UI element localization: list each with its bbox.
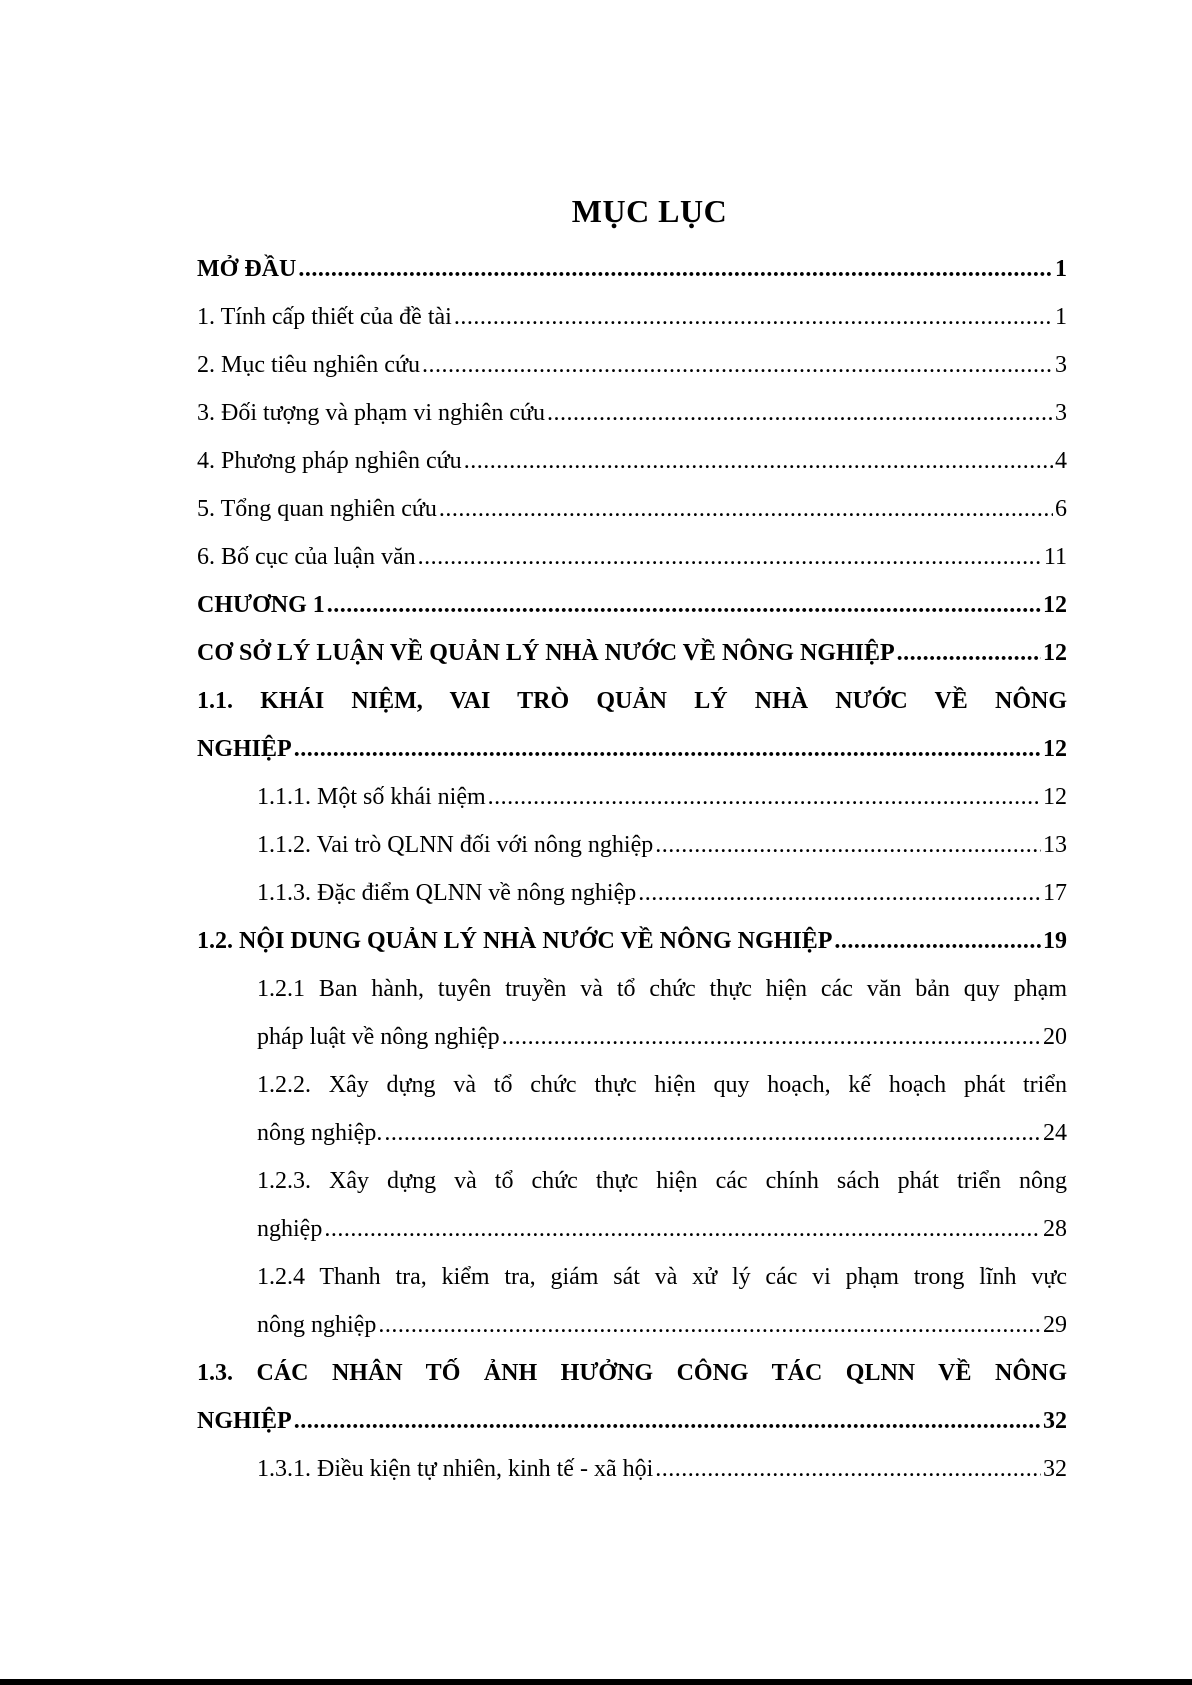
toc-entry-label: 2. Mục tiêu nghiên cứu [197,352,420,378]
toc-page-number: 6 [1055,496,1067,522]
toc-entry-first-line: 1.3. CÁC NHÂN TỐ ẢNH HƯỞNG CÔNG TÁC QLNN VỀ NÔNG [197,1360,1067,1386]
toc-page-number: 12 [1043,736,1067,762]
toc-entry-label: 1.2. NỘI DUNG QUẢN LÝ NHÀ NƯỚC VỀ NÔNG NGHIỆP [197,928,833,954]
toc-dot-leader [294,725,1041,773]
toc-entry-label: 3. Đối tượng và phạm vi nghiên cứu [197,400,545,426]
toc-entry [197,1157,1067,1253]
toc-dot-leader [547,389,1053,437]
toc-page-number: 12 [1043,784,1067,810]
toc-entry [197,437,1067,485]
toc-entry [197,581,1067,629]
toc-dot-leader [378,1301,1041,1349]
toc-entry-continuation [197,1109,1067,1157]
toc-entry [197,917,1067,965]
toc-entry [197,341,1067,389]
toc-dot-leader [418,533,1042,581]
toc-dot-leader [464,437,1053,485]
toc-dot-leader [294,1397,1041,1445]
toc-dot-leader [298,245,1053,293]
toc-entry [197,389,1067,437]
toc-entry-label: nghiệp [257,1216,323,1242]
toc-page-number: 1 [1055,256,1067,282]
toc-dot-leader [384,1109,1041,1157]
toc-entry [197,293,1067,341]
toc-entry-label: pháp luật về nông nghiệp [257,1024,500,1050]
toc-title: MỤC LỤC [571,193,728,229]
toc-dot-leader [422,341,1053,389]
toc-entry [197,869,1067,917]
toc-page-number: 3 [1055,352,1067,378]
table-of-contents [197,245,1067,1493]
toc-entry-continuation [197,1301,1067,1349]
toc-entry [197,245,1067,293]
toc-entry [197,1349,1067,1445]
toc-entry-label: 6. Bố cục của luận văn [197,544,416,570]
toc-page-number: 32 [1043,1456,1067,1482]
toc-page-number: 1 [1055,304,1067,330]
toc-entry-first-line: 1.2.3. Xây dựng và tổ chức thực hiện các chính sách phát triển nông [257,1168,1067,1194]
toc-entry [197,1061,1067,1157]
toc-dot-leader [439,485,1053,533]
toc-entry [197,485,1067,533]
toc-entry-first-line: 1.1. KHÁI NIỆM, VAI TRÒ QUẢN LÝ NHÀ NƯỚC VỀ NÔNG [197,688,1067,714]
toc-entry-label: MỞ ĐẦU [197,256,297,282]
toc-entry-first-line: 1.2.1 Ban hành, tuyên truyền và tổ chức thực hiện các văn bản quy phạm [257,976,1067,1002]
toc-dot-leader [655,1445,1041,1493]
toc-dot-leader [834,917,1041,965]
toc-entry [197,629,1067,677]
toc-entry-label: 1.1.1. Một số khái niệm [257,784,486,810]
toc-entry-label: NGHIỆP [197,736,292,762]
toc-page-number: 11 [1043,544,1067,570]
toc-dot-leader [488,773,1041,821]
toc-page-number: 28 [1043,1216,1067,1242]
toc-dot-leader [502,1013,1041,1061]
toc-page-number: 12 [1043,592,1067,618]
toc-entry-label: 5. Tổng quan nghiên cứu [197,496,437,522]
toc-dot-leader [897,629,1041,677]
toc-page-number: 12 [1043,640,1067,666]
toc-dot-leader [324,1205,1041,1253]
toc-page-number: 20 [1043,1024,1067,1050]
toc-page-number: 4 [1055,448,1067,474]
toc-entry-first-line: 1.2.2. Xây dựng và tổ chức thực hiện quy hoạch, kế hoạch phát triển [257,1072,1067,1098]
toc-entry-label: CHƯƠNG 1 [197,592,325,618]
toc-page-number: 17 [1043,880,1067,906]
toc-dot-leader [327,581,1041,629]
toc-entry-continuation [197,1205,1067,1253]
toc-entry [197,821,1067,869]
toc-page-number: 3 [1055,400,1067,426]
toc-dot-leader [638,869,1041,917]
toc-page-number: 29 [1043,1312,1067,1338]
toc-page-number: 24 [1043,1120,1067,1146]
page-bottom-edge [0,1679,1192,1685]
toc-entry-label: nông nghiệp. [257,1120,383,1146]
toc-entry [197,677,1067,773]
toc-entry [197,773,1067,821]
toc-entry-first-line: 1.2.4 Thanh tra, kiểm tra, giám sát và xử lý các vi phạm trong lĩnh vực [257,1264,1067,1290]
toc-entry [197,533,1067,581]
toc-entry-continuation [197,1013,1067,1061]
toc-page-number: 19 [1043,928,1067,954]
toc-dot-leader [655,821,1041,869]
toc-entry [197,1253,1067,1349]
toc-entry-label: CƠ SỞ LÝ LUẬN VỀ QUẢN LÝ NHÀ NƯỚC VỀ NÔNG NGHIỆP [197,640,895,666]
toc-entry-label: 1.1.2. Vai trò QLNN đối với nông nghiệp [257,832,654,858]
toc-entry [197,965,1067,1061]
toc-entry-label: 1.3.1. Điều kiện tự nhiên, kinh tế - xã hội [257,1456,654,1482]
toc-page-number: 32 [1043,1408,1067,1434]
toc-entry [197,1445,1067,1493]
toc-entry-label: 4. Phương pháp nghiên cứu [197,448,462,474]
toc-entry-label: NGHIỆP [197,1408,292,1434]
toc-entry-continuation [197,725,1067,773]
toc-entry-label: 1. Tính cấp thiết của đề tài [197,304,452,330]
toc-entry-continuation [197,1397,1067,1445]
toc-page-number: 13 [1043,832,1067,858]
toc-entry-label: 1.1.3. Đặc điểm QLNN về nông nghiệp [257,880,637,906]
toc-entry-label: nông nghiệp [257,1312,377,1338]
toc-dot-leader [454,293,1053,341]
